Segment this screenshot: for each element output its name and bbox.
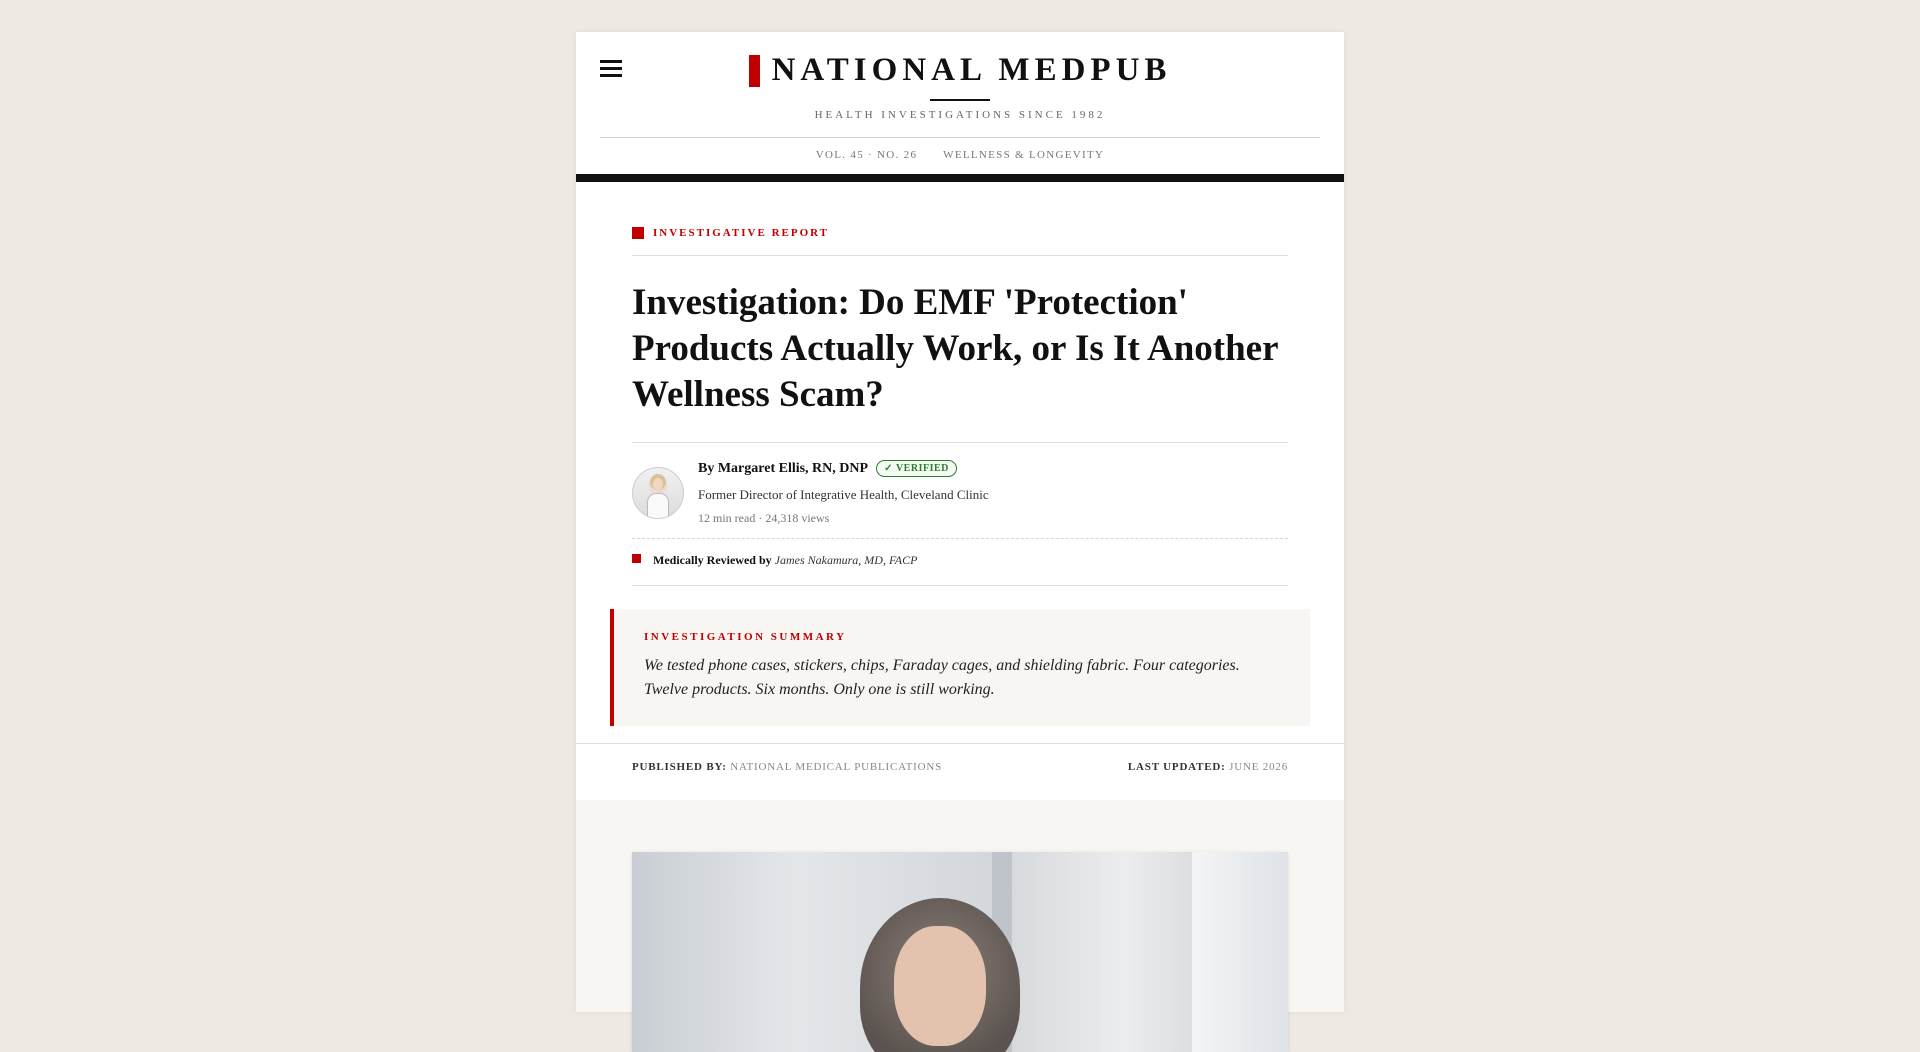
summary-label: INVESTIGATION SUMMARY	[644, 631, 847, 643]
issue-line	[576, 149, 1344, 161]
checkmark-icon: ✓	[884, 463, 893, 474]
article-page	[576, 32, 1344, 1012]
published-label: PUBLISHED BY:	[632, 761, 727, 773]
headline: Investigation: Do EMF 'Protection' Products Actually Work, or Is It Another Wellness Scam?	[632, 280, 1288, 443]
masthead-divider	[600, 137, 1320, 138]
author-avatar[interactable]	[632, 467, 684, 519]
section-link[interactable]: WELLNESS & LONGEVITY	[943, 149, 1105, 161]
updated-value: JUNE 2026	[1229, 761, 1288, 773]
medical-review	[632, 539, 1288, 586]
review-label: Medically Reviewed by	[653, 553, 772, 567]
tagline: HEALTH INVESTIGATIONS SINCE 1982	[814, 109, 1106, 121]
review-square-icon	[632, 554, 641, 563]
masthead-thick-rule	[576, 174, 1344, 182]
published-value: NATIONAL MEDICAL PUBLICATIONS	[730, 761, 943, 773]
published-by	[632, 761, 942, 773]
masthead	[576, 32, 1344, 174]
author-name-row	[698, 460, 957, 477]
brand-name: NATIONAL MEDPUB	[771, 52, 1172, 88]
summary-text: We tested phone cases, stickers, chips, Faraday cages, and shielding fabric. Four categories. Twelve products. Six months. Only one is still working.	[644, 657, 1240, 698]
investigation-summary	[610, 609, 1310, 726]
last-updated	[1128, 761, 1288, 773]
issue-number: VOL. 45 · NO. 26	[815, 149, 918, 161]
reviewer-name[interactable]: James Nakamura, MD, FACP	[774, 553, 918, 567]
updated-label: LAST UPDATED:	[1127, 761, 1226, 773]
byline	[632, 443, 1288, 539]
verified-label: VERIFIED	[895, 463, 949, 474]
article-header	[632, 182, 1288, 806]
kicker-label: INVESTIGATIVE REPORT	[653, 227, 830, 239]
publication-info	[576, 743, 1344, 806]
verified-badge	[876, 460, 957, 477]
author-name[interactable]: By Margaret Ellis, RN, DNP	[698, 460, 869, 476]
brand-underline	[930, 99, 990, 101]
kicker-square-icon	[632, 227, 644, 239]
article-meta: 12 min read · 24,318 views	[698, 511, 830, 525]
brand-mark-icon	[749, 55, 760, 87]
hero-section	[576, 800, 1344, 1012]
brand-logo[interactable]	[576, 52, 1344, 92]
author-title: Former Director of Integrative Health, Cleveland Clinic	[698, 487, 989, 502]
hero-image	[632, 852, 1288, 1052]
kicker	[632, 227, 1288, 256]
